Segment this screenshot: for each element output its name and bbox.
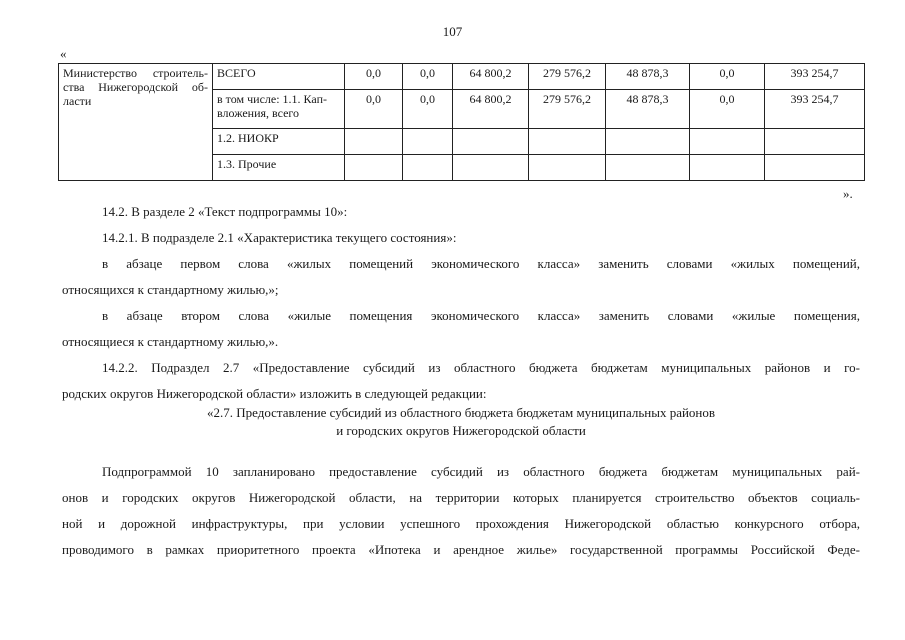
table-cell <box>765 129 865 155</box>
row-label: ВСЕГО <box>213 64 345 90</box>
ministry-cell: Министерство строитель-ства Нижегородской об-ласти <box>59 64 213 181</box>
table-cell <box>529 155 606 181</box>
section-heading-line2: и городских округов Нижегородской области <box>336 423 586 438</box>
table-cell: 279 576,2 <box>529 64 606 90</box>
table-cell <box>690 155 765 181</box>
body-paragraph-line2: онов и городских округов Нижегородской области, на территории которых планируется строительство объектов социаль- <box>62 490 860 505</box>
page-number: 107 <box>442 24 463 39</box>
paragraph-14-2-1: 14.2.1. В подразделе 2.1 «Характеристика текущего состояния»: <box>102 230 457 245</box>
table-cell: 393 254,7 <box>765 90 865 129</box>
paragraph-14-2-2-line1: 14.2.2. Подраздел 2.7 «Предоставление субсидий из областного бюджета бюджетам муниципальных районов и го- <box>102 360 860 375</box>
table-cell <box>453 129 529 155</box>
table-cell <box>765 155 865 181</box>
section-heading <box>62 404 860 440</box>
table-cell <box>529 129 606 155</box>
table-cell: 0,0 <box>690 64 765 90</box>
table-cell <box>403 155 453 181</box>
table-cell: 393 254,7 <box>765 64 865 90</box>
close-quote: ». <box>843 186 853 201</box>
table-cell: 0,0 <box>403 90 453 129</box>
table-cell <box>403 129 453 155</box>
paragraph-first-abzac-line2: относящихся к стандартному жилью,»; <box>62 282 279 297</box>
table-cell <box>345 155 403 181</box>
open-quote: « <box>60 46 67 61</box>
table-cell <box>606 155 690 181</box>
paragraph-14-2-2-line2: родских округов Нижегородской области» изложить в следующей редакции: <box>62 386 487 401</box>
table-cell <box>345 129 403 155</box>
table-cell: 64 800,2 <box>453 64 529 90</box>
budget-table <box>58 63 865 181</box>
paragraph-first-abzac-line1: в абзаце первом слова «жилых помещений экономического класса» заменить словами «жилых помещений, <box>102 256 860 271</box>
row-label: 1.2. НИОКР <box>213 129 345 155</box>
section-heading-line1: «2.7. Предоставление субсидий из областного бюджета бюджетам муниципальных районов <box>206 405 716 420</box>
paragraph-second-abzac-line2: относящиеся к стандартному жилью,». <box>62 334 279 349</box>
table-cell: 48 878,3 <box>606 64 690 90</box>
row-label: 1.3. Прочие <box>213 155 345 181</box>
body-paragraph-line4: проводимого в рамках приоритетного проекта «Ипотека и арендное жилье» государственной программы Российской Феде- <box>62 542 860 557</box>
table-cell <box>606 129 690 155</box>
body-paragraph-line1: Подпрограммой 10 запланировано предоставление субсидий из областного бюджета бюджетам муниципальных рай- <box>102 464 860 479</box>
table-cell <box>453 155 529 181</box>
table-row <box>59 64 865 90</box>
table-cell: 48 878,3 <box>606 90 690 129</box>
table-cell: 0,0 <box>345 90 403 129</box>
table-cell: 0,0 <box>690 90 765 129</box>
paragraph-second-abzac-line1: в абзаце втором слова «жилые помещения экономического класса» заменить словами «жилые помещения, <box>102 308 860 323</box>
paragraph-14-2: 14.2. В разделе 2 «Текст подпрограммы 10»: <box>102 204 348 219</box>
table-cell: 279 576,2 <box>529 90 606 129</box>
body-paragraph-line3: ной и дорожной инфраструктуры, при условии успешного прохождения Нижегородской областью конкурсного отбора, <box>62 516 860 531</box>
table-cell: 64 800,2 <box>453 90 529 129</box>
table-cell: 0,0 <box>345 64 403 90</box>
table-cell <box>690 129 765 155</box>
row-label: в том числе: 1.1. Кап-вложения, всего <box>213 90 345 129</box>
table-cell: 0,0 <box>403 64 453 90</box>
